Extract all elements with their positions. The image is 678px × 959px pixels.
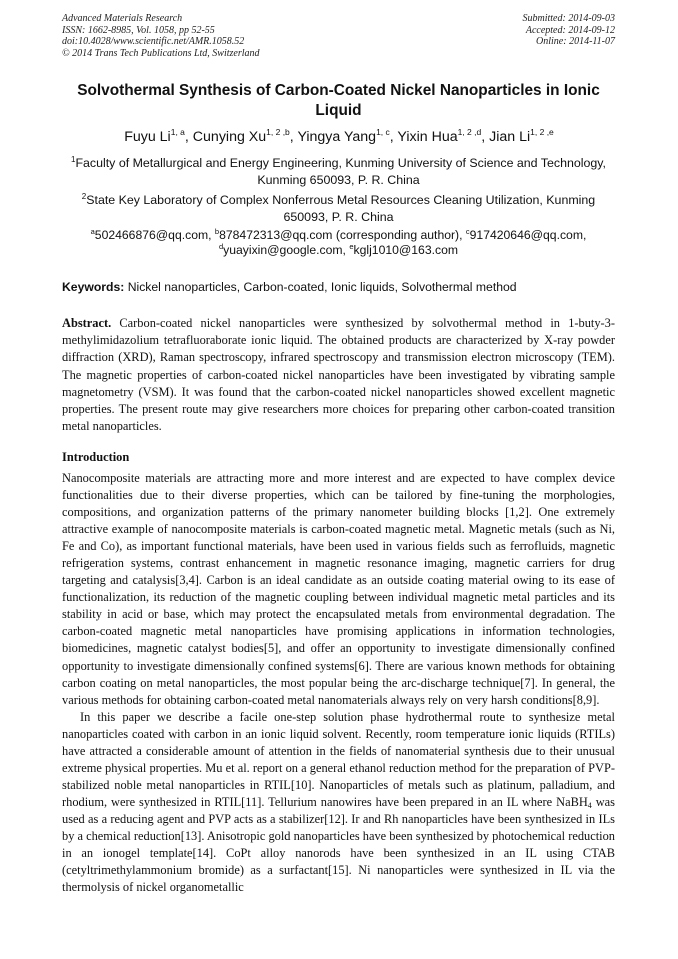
doi-info: doi:10.4028/www.scientific.net/AMR.1058.52 [62, 36, 245, 47]
paragraph: Nanocomposite materials are attracting more and more interest and are expected to have complex device functionalities due to their diverse properties, which can be tailored by fine-tuning the morphologies, compositions, and organization patterns of the primary nanometer building blocks [1,2]. One extremely attractive example of nanocomposite materials is carbon-coated magnetic metal. Magnetic metals (such as Ni, Fe and Co), as important functional materials, have been used in various fields such as ferrofluids, magnetic refrigeration systems, contrast enhancement in magnetic resonance imaging, magnetic carriers for drug targeting and catalysis[3,4]. Carbon is an ideal candidate as an outside coating material owing to its ease of functionalization, its reduction of the magnetic coupling between individual magnetic metal particles and its stability in acid or base, which may protect the encapsulated metals from environmental degradation. The carbon-coated magnetic metal nanoparticles have promising applications in information technologies, biomedicines, magnetic catalyst bodies[5], and offer an opportunity to investigate dimensionally confined opportunity to investigate dimensionally confined systems[6]. There are various known methods for obtaining carbon coating on metal nanoparticles, the most popular being the arc-discharge technique[7]. In general, the various methods for obtaining carbon-coated metal nanomaterials always rely on very harsh conditions[8,9]. [62, 471, 615, 707]
author: Jian Li$^{1, 2 ,e}$ [489, 127, 554, 145]
author-list: Fuyu Li$^{1, a}$, Cunying Xu$^{1, 2 ,b}$, Yingya Yang$^{1, c}$, Yixin Hua$^{1, 2 ,d}$, Jian Li$^{1, 2 ,e}$ [124, 127, 554, 145]
online-date: Online: 2014-11-07 [536, 36, 615, 47]
email: $^c$917420646@qq.com, [465, 227, 587, 242]
chemical-formula: NaBH$_4$ [556, 794, 592, 810]
journal-info [62, 13, 260, 59]
email: $^b$878472313@qq.com (corresponding author), [214, 227, 466, 242]
copyright-info: © 2014 Trans Tech Publications Ltd, Switzerland [62, 47, 260, 59]
issn-info: ISSN: 1662-8985, Vol. 1058, pp 52-55 [62, 24, 215, 36]
email: $^a$502466876@qq.com, [90, 227, 215, 242]
keywords-label: Keywords: [62, 280, 125, 294]
submitted-date: Submitted: 2014-09-03 [522, 13, 615, 24]
author: Cunying Xu$^{1, 2 ,b}$ [192, 127, 290, 145]
introduction-body [62, 470, 615, 896]
affiliation-2: $^2$State Key Laboratory of Complex Nonferrous Metal Resources Cleaning Utilization, Kunming 650093, P. R. China [81, 192, 596, 224]
affiliation-1: $^1$Faculty of Metallurgical and Energy Engineering, Kunming University of Science and Technology, Kunming 650093, P. R. China [70, 155, 607, 187]
journal-name: Advanced Materials Research [62, 13, 183, 24]
email: $^d$yuayixin@google.com, [218, 242, 350, 257]
keywords [62, 279, 615, 295]
keywords-text: Nickel nanoparticles, Carbon-coated, Ionic liquids, Solvothermal method [124, 280, 517, 294]
author: Fuyu Li$^{1, a}$ [124, 127, 185, 145]
author-emails [62, 228, 615, 258]
accepted-date: Accepted: 2014-09-12 [525, 24, 615, 36]
paper-title: Solvothermal Synthesis of Carbon-Coated Nickel Nanoparticles in Ionic Liquid [77, 82, 600, 119]
abstract-label: Abstract. [62, 316, 112, 330]
author: Yingya Yang$^{1, c}$ [297, 127, 390, 145]
email: $^e$kglj1010@163.com [349, 242, 459, 257]
introduction-heading: Introduction [62, 450, 130, 464]
abstract-text: Carbon-coated nickel nanoparticles were synthesized by solvothermal method in 1-buty-3-methylimidazolium tetrafluoraborate ionic liquid. The obtained products are characterized by X-ray powder diffraction (XRD), Raman spectroscopy, infrared spectroscopy and transmission electron microscopy (TEM). The magnetic properties of carbon-coated nickel nanoparticles have been investigated by vibrating sample magnetometry (VSM). It was found that the carbon-coated nickel nanoparticles showed excellent magnetic properties. The present route may give researchers more choices for preparing other carbon-coated transition metal nanoparticles. [62, 316, 615, 434]
abstract [62, 315, 615, 435]
paragraph: In this paper we describe a facile one-step solution phase hydrothermal route to synthesize metal nanoparticles coated with carbon in an ionic liquid solvent. Recently, room temperature ionic liquids (RTILs) have attracted a considerable amount of attention in the fields of nanomaterial synthesis due to their unusual extreme physical properties. Mu et al. report on a general ethanol reduction method for the preparation of PVP-stabilized noble metal nanoparticles in RTIL[10]. Nanoparticles of metals such as platinum, palladium, and rhodium, were synthesized in RTIL[11]. Tellurium nanowires have been prepared in an IL where NaBH$_4$ was used as a reducing agent and PVP acts as a stabilizer[12]. Ir and Rh nanoparticles have been synthesized in ILs by a chemical reduction[13]. Anisotropic gold nanoparticles have been synthesized by photochemical reduction in an ionogel template[14]. CoPt alloy nanorods have been synthesized in an IL using CTAB (cetyltrimethylammonium bromide) as a surfactant[15]. Ni nanoparticles were synthesized in IL via the thermolysis of nickel organometallic [62, 709, 616, 895]
author: Yixin Hua$^{1, 2 ,d}$ [397, 127, 482, 145]
date-info [523, 13, 616, 48]
